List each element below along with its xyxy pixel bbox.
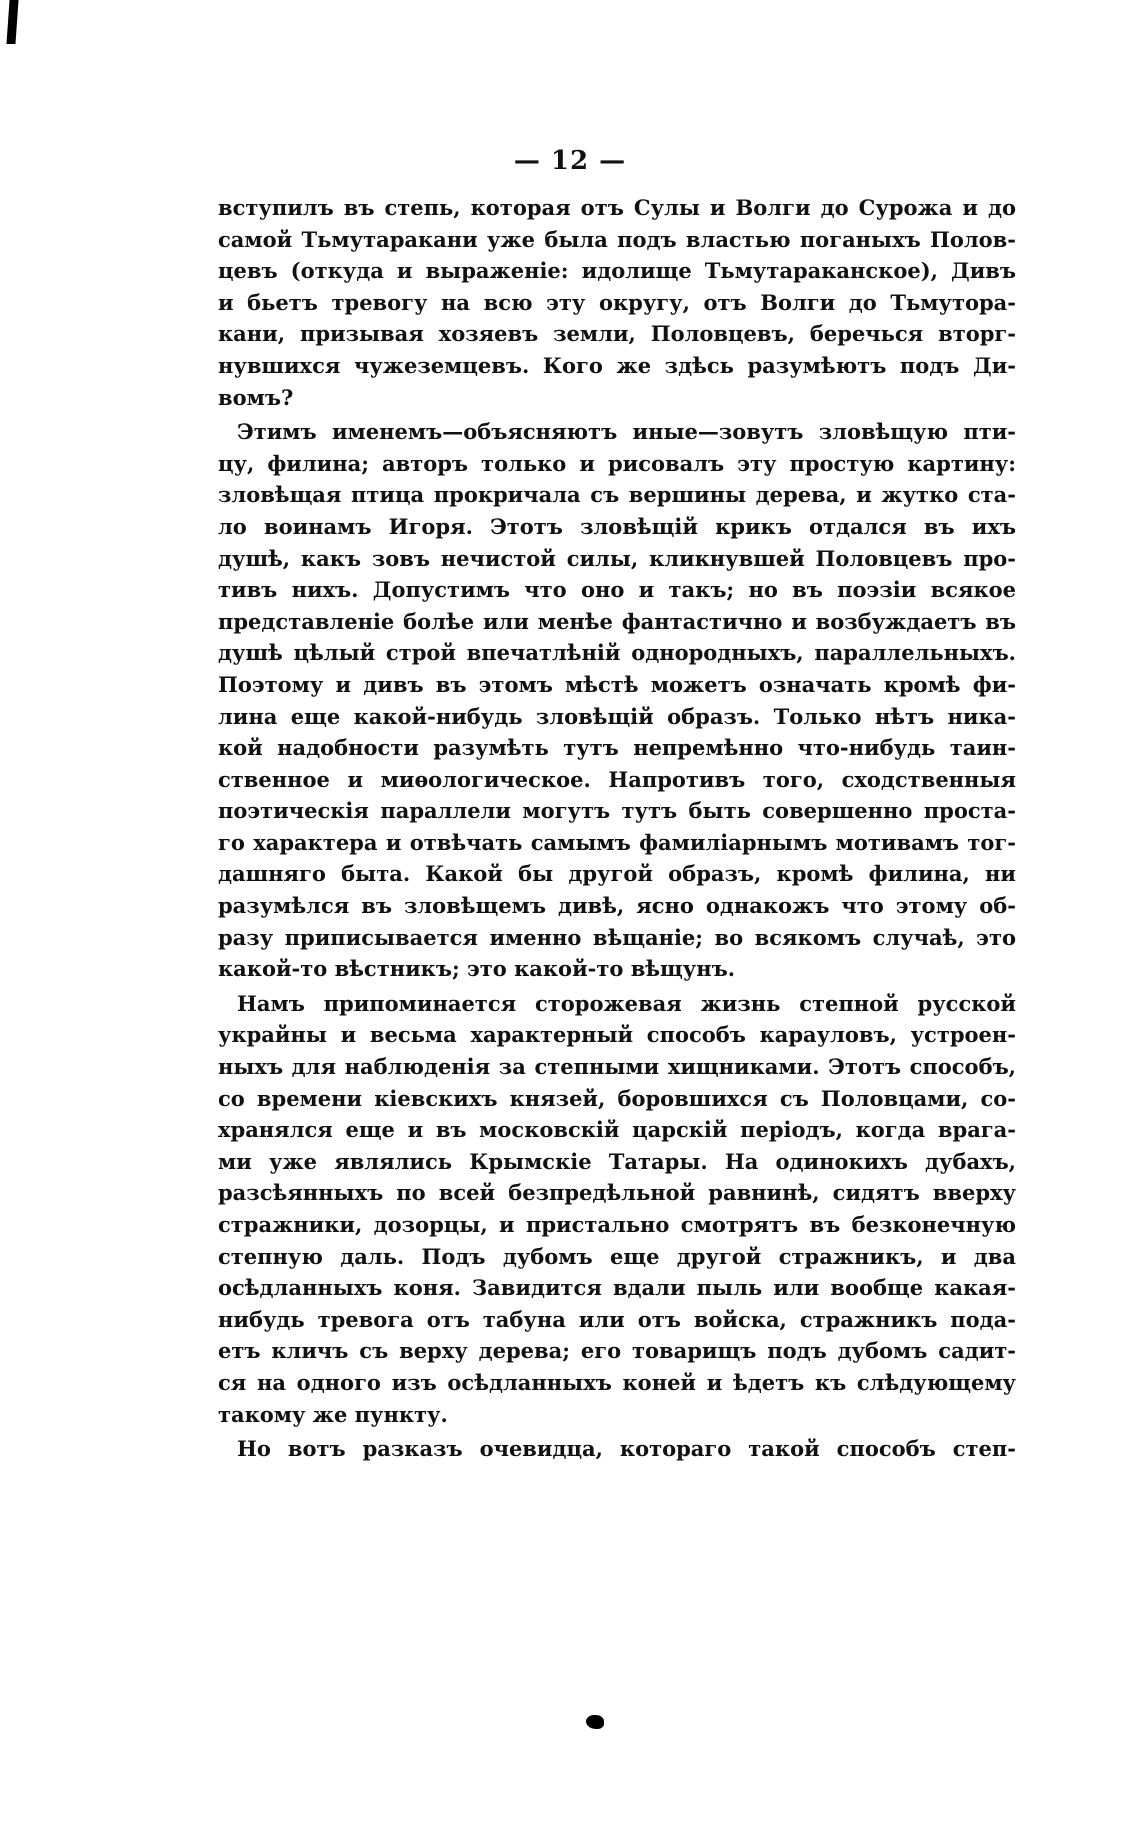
text-line: Но вотъ разказъ очевидца, котораго такой способъ степ- <box>237 1436 1016 1462</box>
text-line: стражники, дозорцы, и пристально смотрятъ въ безконечную <box>218 1212 1016 1237</box>
text-line: Поэтому и дивъ въ этомъ мѣстѣ можетъ означать кромѣ фи- <box>218 671 1016 697</box>
text-line: ся на одного изъ осѣдланныхъ коней и ѣдетъ къ слѣдующему <box>218 1369 1016 1395</box>
text-line: го характера и отвѣчать самымъ фамиліарнымъ мотивамъ тог- <box>218 829 1016 855</box>
text-line: тивъ нихъ. Допустимъ что оно и такъ; но въ поэзіи всякое <box>218 577 1016 603</box>
paragraph-4 <box>218 1433 1016 1465</box>
text-line: вступилъ въ степь, которая отъ Сулы и Волги до Сурожа и до <box>218 195 1016 220</box>
text-line: душѣ, какъ зовъ нечистой силы, кликнувшей Половцевъ про- <box>218 545 1016 571</box>
text-line: Намъ припоминается сторожевая жизнь степной русской <box>237 990 1016 1016</box>
text-line: украйны и весьма характерный способъ карауловъ, устроен- <box>218 1022 1016 1048</box>
text-line: и бьетъ тревогу на всю эту округу, отъ Волги до Тьмутора- <box>218 289 1016 315</box>
text-line: дашняго быта. Какой бы другой образъ, кромѣ филина, ни <box>218 861 1016 887</box>
text-line: ло воинамъ Игоря. Этотъ зловѣщій крикъ отдался въ ихъ <box>218 513 1016 539</box>
text-line: такому же пункту. <box>218 1401 448 1427</box>
text-line: какой-то вѣстникъ; это какой-то вѣщунъ. <box>218 956 736 982</box>
text-line: Этимъ именемъ—объясняютъ иные—зовутъ зловѣщую пти- <box>237 419 1016 445</box>
body-text <box>218 192 1016 1465</box>
text-line: разу приписывается именно вѣщаніе; во всякомъ случаѣ, это <box>218 924 1016 950</box>
text-line: кой надобности разумѣть тутъ непремѣнно что-нибудь таин- <box>218 735 1016 761</box>
text-line: зловѣщая птица прокричала съ вершины дерева, и жутко ста- <box>218 482 1016 508</box>
scan-edge-mark <box>6 0 18 44</box>
paragraph-1 <box>218 192 1016 413</box>
text-line: цу, филина; авторъ только и рисовалъ эту простую картину: <box>218 450 1016 476</box>
text-line: самой Тьмутаракани уже была подъ властью поганыхъ Полов- <box>218 226 1016 252</box>
text-line: душѣ цѣлый строй впечатлѣній однородныхъ, параллельныхъ. <box>218 640 1016 666</box>
text-line: кани, призывая хозяевъ земли, Половцевъ, беречься вторг- <box>218 321 1016 347</box>
text-line: осѣдланныхъ коня. Завидится вдали пыль или вообще какая- <box>218 1275 1016 1301</box>
text-line: цевъ (откуда и выраженіе: идолище Тьмутараканское), Дивъ <box>218 258 1016 284</box>
paragraph-2 <box>218 416 1016 985</box>
page-number: — 12 — <box>513 146 627 176</box>
text-line: поэтическія параллели могутъ тутъ быть совершенно проста- <box>218 798 1016 824</box>
text-line: разумѣлся въ зловѣщемъ дивѣ, ясно однакожъ что этому об- <box>218 893 1016 919</box>
text-line: ныхъ для наблюденія за степными хищниками. Этотъ способъ, <box>218 1054 1016 1080</box>
text-line: ми уже являлись Крымскіе Татары. На одинокихъ дубахъ, <box>218 1148 1016 1174</box>
text-line: представленіе болѣе или менѣе фантастично и возбуждаетъ въ <box>218 608 1016 634</box>
text-line: хранялся еще и въ московскій царскій періодъ, когда врага- <box>218 1117 1016 1143</box>
ink-blot-mark <box>586 1715 604 1729</box>
text-line: нувшихся чужеземцевъ. Кого же здѣсь разумѣютъ подъ Ди- <box>218 352 1016 378</box>
text-line: разсѣянныхъ по всей безпредѣльной равнинѣ, сидятъ вверху <box>218 1180 1016 1206</box>
text-line: вомъ? <box>218 384 294 410</box>
text-line: етъ кличъ съ верху дерева; его товарищъ подъ дубомъ садит- <box>218 1338 1016 1364</box>
text-line: лина еще какой-нибудь зловѣщій образъ. Только нѣтъ ника- <box>218 703 1016 729</box>
text-line: нибудь тревога отъ табуна или отъ войска, стражникъ пода- <box>218 1306 1016 1332</box>
text-line: степную даль. Подъ дубомъ еще другой стражникъ, и два <box>218 1243 1016 1269</box>
paragraph-3 <box>218 988 1016 1430</box>
text-line: ственное и миѳологическое. Напротивъ того, сходственныя <box>218 766 1016 792</box>
text-line: со времени кіевскихъ князей, боровшихся съ Половцами, со- <box>218 1085 1016 1111</box>
